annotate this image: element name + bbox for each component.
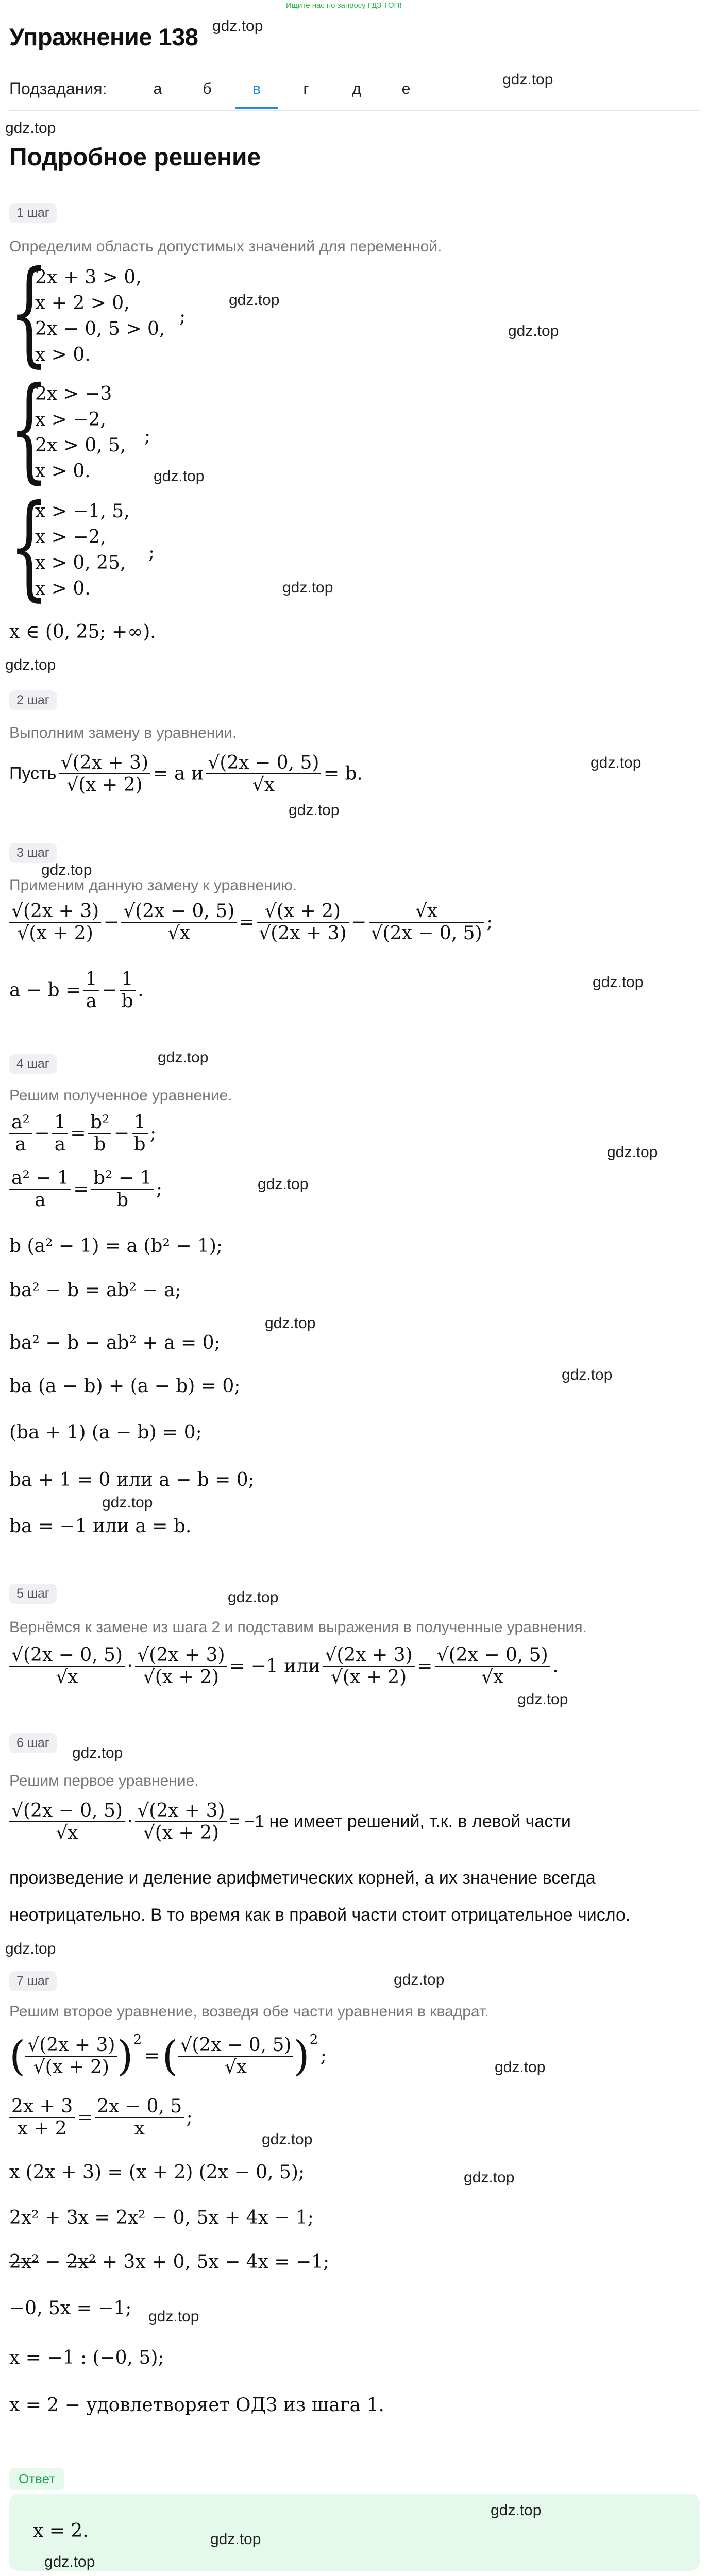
answer-badge: Ответ xyxy=(9,2468,64,2490)
watermark: gdz.top xyxy=(228,1589,279,1606)
fraction: $\frac{√(2x + 3)}{√(x + 2)}$ xyxy=(59,752,150,795)
step-3-desc: Применим данную замену к уравнению. xyxy=(9,877,297,894)
tab-d[interactable]: д xyxy=(352,80,361,97)
explanation-line: произведение и деление арифметических корней, а их значение всегда xyxy=(9,1868,596,1888)
equation-line: b (a² − 1) = a (b² − 1); xyxy=(9,1235,223,1257)
subtasks-bar xyxy=(9,77,700,111)
watermark: gdz.top xyxy=(258,1176,309,1193)
system-1 xyxy=(9,246,318,378)
squared-equation: ( $\frac{√(2x + 3)}{√(x + 2)}$ )2 = ( $\frac{√(2x - 0, 5)}{√x}$ )2 ; xyxy=(9,2032,327,2080)
equation-line: −0, 5x = −1; xyxy=(9,2298,132,2319)
step-5-badge: 5 шаг xyxy=(9,1584,57,1604)
watermark: gdz.top xyxy=(44,2553,95,2570)
watermark: gdz.top xyxy=(72,1744,123,1761)
condition: x > 0. xyxy=(35,461,91,482)
system-3 xyxy=(9,480,318,612)
watermark: gdz.top xyxy=(394,1971,445,1988)
page-title: Упражнение 138 xyxy=(9,23,198,50)
condition: x > 0. xyxy=(35,578,91,599)
watermark: gdz.top xyxy=(102,1494,153,1511)
watermark: gdz.top xyxy=(289,802,340,819)
brace: { xyxy=(9,480,49,612)
fraction: $\frac{√(2x - 0, 5)}{√x}$ xyxy=(206,752,321,795)
watermark: gdz.top xyxy=(262,2131,313,2148)
tab-v[interactable]: в xyxy=(252,80,261,97)
back-substitution: $\frac{√(2x - 0, 5)}{√x}$ · $\frac{√(2x + 3)}{√(x + 2)}$ = −1 или $\frac{√(2x + 3)}{√(x + 2)}$ = $\frac{√(2x - 0, 5)}{√x}$ . xyxy=(9,1645,559,1688)
tab-g[interactable]: г xyxy=(303,80,309,97)
answer-box xyxy=(9,2494,700,2571)
substitution-line xyxy=(9,752,363,795)
watermark: gdz.top xyxy=(562,1366,613,1383)
step-2-badge: 2 шаг xyxy=(9,690,57,710)
solution-title: Подробное решение xyxy=(9,144,261,171)
watermark: gdz.top xyxy=(282,579,333,596)
tab-e[interactable]: е xyxy=(401,80,411,97)
step-7-badge: 7 шаг xyxy=(9,1971,57,1991)
watermark: gdz.top xyxy=(5,656,56,673)
watermark: gdz.top xyxy=(464,2169,515,2186)
equation-line: x (2x + 3) = (x + 2) (2x − 0, 5); xyxy=(9,2162,305,2183)
equation-line: ba = −1 или a = b. xyxy=(9,1516,192,1537)
tab-a[interactable]: а xyxy=(153,80,162,97)
equation-line: $\frac{\text{a²}}{a}$ − $\frac{1}{a}$ = $\frac{\text{b²}}{b}$ − $\frac{1}{b}$ ; xyxy=(9,1112,156,1155)
watermark: gdz.top xyxy=(158,1049,209,1066)
watermark: gdz.top xyxy=(607,1144,658,1161)
watermark: gdz.top xyxy=(517,1691,568,1708)
equation-line: ba + 1 = 0 или a − b = 0; xyxy=(9,1469,255,1490)
equation-line: (ba + 1) (a − b) = 0; xyxy=(9,1422,202,1443)
equation-line: ba (a − b) + (a − b) = 0; xyxy=(9,1376,241,1397)
watermark: gdz.top xyxy=(229,292,280,309)
equation-line: x = −1 : (−0, 5); xyxy=(9,2347,164,2368)
watermark: gdz.top xyxy=(593,974,644,991)
first-equation: $\frac{√(2x - 0, 5)}{√x}$ · $\frac{√(2x + 3)}{√(x + 2)}$ = −1 не имеет решений, т.к. в левой части xyxy=(9,1800,571,1843)
equation-line: ba² − b − ab² + a = 0; xyxy=(9,1332,221,1353)
step-6-badge: 6 шаг xyxy=(9,1733,57,1753)
watermark: gdz.top xyxy=(210,2531,261,2548)
brace: { xyxy=(9,363,49,495)
top-promo-link[interactable]: Ищите нас по запросу ГДЗ ТОП! xyxy=(286,1,402,10)
condition: x > 0. xyxy=(35,344,91,365)
step-4-desc: Решим полученное уравнение. xyxy=(9,1087,232,1104)
tab-b[interactable]: б xyxy=(203,80,212,97)
text: = a и xyxy=(153,763,204,785)
text: = b. xyxy=(323,763,363,785)
equation-line: 2x² + 3x = 2x² − 0, 5x + 4x − 1; xyxy=(9,2207,314,2228)
condition: 2x − 0, 5 > 0, xyxy=(35,318,165,340)
watermark: gdz.top xyxy=(591,754,642,771)
watermark: gdz.top xyxy=(508,323,559,340)
semicolon: ; xyxy=(144,426,151,447)
substituted-equation: $\frac{√(2x + 3)}{√(x + 2)}$ − $\frac{√(2x - 0, 5)}{√x}$ = $\frac{√(x + 2)}{√(2x + 3)}$ − $\frac{√x}{√(2x - 0, 5)}$ ; xyxy=(9,901,493,944)
step-2-desc: Выполним замену в уравнении. xyxy=(9,724,237,741)
watermark: gdz.top xyxy=(41,861,92,878)
brace: { xyxy=(9,246,49,378)
equation-line: ba² − b = ab² − a; xyxy=(9,1280,181,1301)
watermark: gdz.top xyxy=(265,1315,316,1332)
a-minus-b-line: a − b = $\frac{1}{a}$ − $\frac{1}{b}$ . xyxy=(9,969,144,1012)
condition: 2x > −3 xyxy=(35,383,112,404)
step-5-desc: Вернёмся к замене из шага 2 и подставим выражения в полученные уравнения. xyxy=(9,1619,587,1636)
equation-line: x = 2 − удовлетворяет ОДЗ из шага 1. xyxy=(9,2395,384,2416)
watermark: gdz.top xyxy=(148,2308,199,2325)
condition: x > −2, xyxy=(35,409,106,430)
watermark: gdz.top xyxy=(502,71,553,88)
equation-line: $\frac{\text{a² − 1}}{a}$ = $\frac{\text{b² − 1}}{b}$ ; xyxy=(9,1167,162,1211)
step-1-badge: 1 шаг xyxy=(9,203,57,223)
watermark: gdz.top xyxy=(491,2502,542,2519)
watermark: gdz.top xyxy=(5,120,56,137)
condition: 2x > 0, 5, xyxy=(35,435,126,456)
condition: 2x + 3 > 0, xyxy=(35,267,142,288)
watermark: gdz.top xyxy=(212,18,263,35)
domain-result: x ∈ (0, 25; +∞). xyxy=(9,621,156,642)
text: Пусть xyxy=(9,764,57,784)
step-7-desc: Решим второе уравнение, возведя обе части уравнения в квадрат. xyxy=(9,2003,489,2020)
subtasks-label: Подзадания: xyxy=(9,79,107,98)
step-1-desc: Определим область допустимых значений для переменной. xyxy=(9,238,442,255)
answer-value: x = 2. xyxy=(33,2520,89,2541)
watermark: gdz.top xyxy=(154,468,205,485)
step-3-badge: 3 шаг xyxy=(9,843,57,863)
equation-line: 2x² − 2x² + 3x + 0, 5x − 4x = −1; xyxy=(9,2251,330,2273)
active-tab-indicator xyxy=(235,107,278,109)
watermark: gdz.top xyxy=(5,1940,56,1957)
condition: x > −1, 5, xyxy=(35,501,130,522)
condition: x > −2, xyxy=(35,527,106,548)
semicolon: ; xyxy=(148,542,155,563)
watermark: gdz.top xyxy=(495,2059,546,2076)
semicolon: ; xyxy=(179,306,186,327)
condition: x + 2 > 0, xyxy=(35,293,130,314)
condition: x > 0, 25, xyxy=(35,552,126,573)
step-6-desc: Решим первое уравнение. xyxy=(9,1772,199,1789)
explanation-line: неотрицательно. В то время как в правой части стоит отрицательное число. xyxy=(9,1905,631,1925)
equation-line: $\frac{2x + 3}{x + 2}$ = $\frac{2x - 0, 5}{x}$ ; xyxy=(9,2096,193,2139)
step-4-badge: 4 шаг xyxy=(9,1054,57,1074)
